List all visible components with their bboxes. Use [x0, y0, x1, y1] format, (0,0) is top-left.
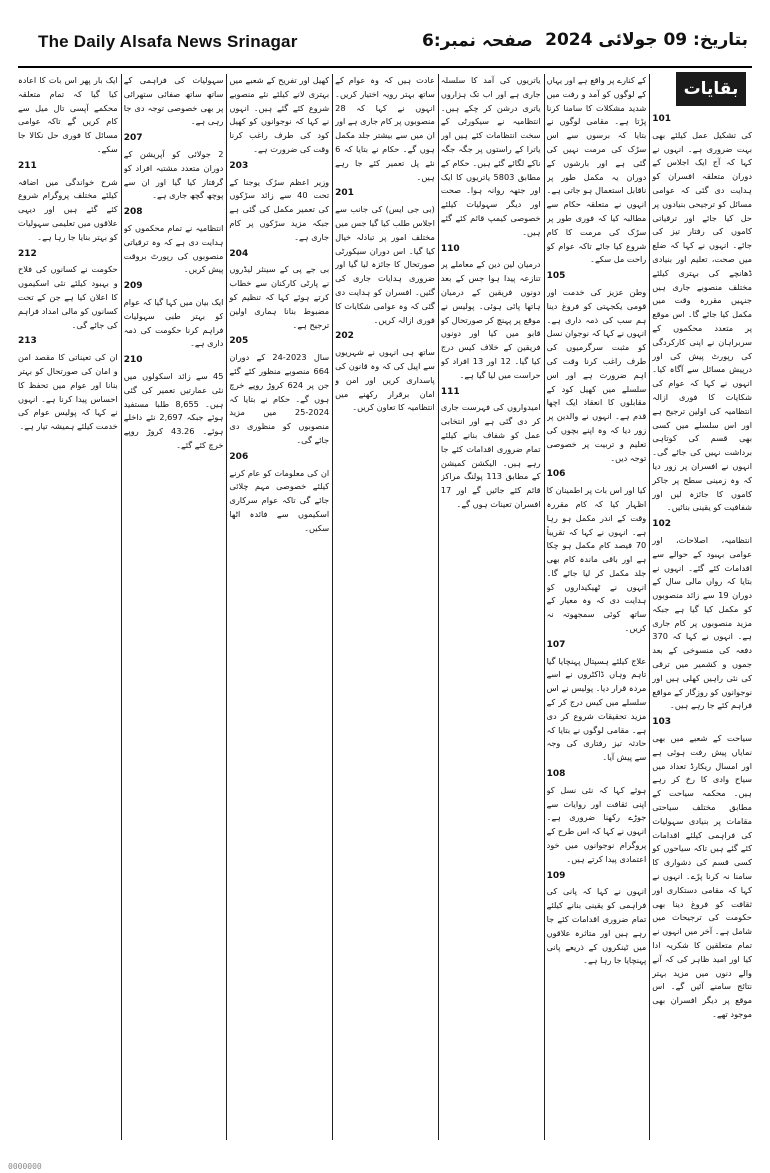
newspaper-page	[18, 22, 752, 1152]
paragraph: عادت ہیں کہ وہ عوام کے ساتھ بہتر رویہ اختیار کریں۔ انہوں نے کہا کہ 28 منصوبوں پر کام جاری ہے اور ان میں سے بیشتر جلد مکمل ہوں گے۔ حکام نے بتایا کہ 6 نئے پل تعمیر کئے جا رہے ہیں۔	[335, 75, 435, 182]
continuation-marker: 101	[652, 114, 672, 124]
continuation-marker: 106	[546, 469, 566, 480]
paragraph: ہوئے کہا کہ نئی نسل کو اپنی ثقافت اور روایات سے جوڑے رکھنا ضروری ہے۔ انہوں نے کہا کہ اس طرح کے پروگرام نوجوانوں میں خود اعتمادی پیدا کرتے ہیں۔	[546, 784, 647, 864]
paragraph: کی تشکیل عمل کیلئے بھی بہت ضروری ہے۔ انہوں نے کہا کہ آج ایک اجلاس کے دوران متعلقہ افسران کو ہدایت دی گئی کہ عوامی مسائل کو ترجیحی بنیادوں پر حل کیا جائے اور ترقیاتی کاموں کی رفتار تیز کی جائے۔ انہوں نے کہا کہ ضلع میں صحت، تعلیم اور بنیادی ڈھانچے کی بہتری کیلئے مختلف منصوبے جاری ہیں جنہیں مقررہ وقت میں مکمل کیا جائے گا۔ اس موقع پر متعدد محکموں کے سربراہان نے اپنی کارکردگی کی رپورٹ پیش کی اور درپیش مسائل سے آگاہ کیا۔ انہوں نے کہا کہ عوام کی شکایات کا فوری ازالہ انتظامیہ کی اولین ترجیح ہے اور اس سلسلے میں کسی بھی قسم کی کوتاہی برداشت نہیں کی جائے گی۔ انہوں نے افسران پر زور دیا کہ وہ زمینی سطح پر جاکر کاموں کا جائزہ لیں اور شفافیت کو یقینی بنائیں۔	[652, 129, 752, 513]
continuation-marker: 213	[18, 336, 37, 347]
continuation-marker: 202	[335, 331, 354, 342]
column-divider	[121, 74, 122, 1140]
continuation-marker: 203	[229, 160, 249, 171]
paragraph: 2 جولائی کو آپریشن کے دوران متعدد مشتبہ افراد کو گرفتار کیا گیا اور ان سے پوچھ گچھ جاری ہے۔	[123, 148, 224, 201]
issue-date: بتاریخ: 09 جولائی 2024	[545, 30, 748, 50]
continuation-marker: 211	[18, 160, 37, 171]
masthead	[18, 22, 752, 68]
continuation-marker: 204	[229, 248, 249, 259]
column-divider	[332, 74, 333, 1140]
paragraph: علاج کیلئے ہسپتال پہنچایا گیا تاہم وہاں ڈاکٹروں نے اسے مردہ قرار دیا۔ پولیس نے اس سلسلے میں کیس درج کر کے مزید تحقیقات شروع کر دی ہے۔ مقامی لوگوں نے بتایا کہ حادثہ تیز رفتاری کی وجہ سے پیش آیا۔	[546, 655, 647, 763]
continuation-marker: 201	[335, 188, 354, 199]
paragraph: کیا اور اس بات پر اطمینان کا اظہار کیا کہ کام مقررہ وقت کے اندر مکمل ہو رہا ہے۔ انہوں نے کہا کہ تقریباً 70 فیصد کام مکمل ہو چکا ہے اور باقی ماندہ کام بھی جلد مکمل کر لیا جائے گا۔ انہوں نے ٹھیکیداروں کو ہدایت دی کہ وہ معیار کے ساتھ کوئی سمجھوتہ نہ کریں۔	[546, 485, 647, 634]
news-column	[124, 74, 224, 1140]
paragraph: شرح خواندگی میں اضافہ کیلئے مختلف پروگرام شروع کئے گئے ہیں اور دیہی علاقوں میں تعلیمی سہولیات کو بہتر بنایا جا رہا ہے۔	[18, 176, 118, 242]
continuation-marker: 206	[229, 451, 249, 462]
page-number: صفحہ نمبر:6	[422, 31, 533, 51]
paragraph: 45 سے زائد اسکولوں میں نئی عمارتیں تعمیر کی گئی ہیں۔ 8,655 طلبا مستفید ہوئے جبکہ 2,697 نئے داخلے ہوئے۔ 43.26 کروڑ روپے خرچ کئے گئے۔	[123, 370, 224, 450]
continuation-marker: 212	[18, 248, 37, 259]
paragraph: ان کی تعیناتی کا مقصد امن و امان کی صورتحال کو بہتر بنانا اور عوام میں تحفظ کا احساس پیدا کرنا ہے۔ انہوں نے کہا کہ پولیس عوام کی خدمت کیلئے ہمیشہ تیار ہے۔	[18, 352, 118, 432]
continuation-marker: 103	[652, 717, 672, 728]
continuation-marker: 102	[652, 519, 672, 530]
continuation-marker: 105	[546, 271, 566, 282]
continuation-marker: 207	[123, 133, 143, 144]
news-column	[18, 74, 118, 1140]
paragraph: بی جے پی کے سینئر لیڈروں نے پارٹی کارکنان سے خطاب کرتے ہوئے کہا کہ تنظیم کو مضبوط بنانا ہماری اولین ترجیح ہے۔	[229, 264, 330, 330]
news-column	[229, 74, 329, 1140]
paragraph: کھیل اور تفریح کے شعبے میں بہتری لانے کیلئے نئے منصوبے شروع کئے گئے ہیں۔ انہوں نے کہا کہ نوجوانوں کو کھیل کود کی طرف راغب کرنا وقت کی ضرورت ہے۔	[229, 75, 330, 154]
continuation-marker: 111	[440, 386, 460, 397]
continuation-marker: 210	[123, 355, 143, 366]
paragraph: امیدواروں کی فہرست جاری کر دی گئی ہے اور انتخابی عمل کو شفاف بنانے کیلئے تمام ضروری اقدامات کئے جا رہے ہیں۔ الیکشن کمیشن کے مطابق 113 پولنگ مراکز قائم کئے جائیں گے اور 17 افسران تعینات ہوں گے۔	[440, 402, 541, 509]
paragraph: سال 2023-24 کے دوران 664 منصوبے منظور کئے گئے جن پر 624 کروڑ روپے خرچ ہوں گے۔ حکام نے بتایا کہ 2024-25 میں مزید منصوبوں کو منظوری دی جائے گی۔	[229, 352, 330, 445]
column-divider	[649, 74, 650, 1140]
paragraph: درمیان لین دین کے معاملے پر تنازعہ پیدا ہوا جس کے بعد دونوں فریقین کے درمیان ہاتھا پائی ہوئی۔ پولیس نے موقع پر پہنچ کر صورتحال کو قابو میں کیا اور دونوں فریقین کے خلاف کیس درج کیا گیا۔ 12 اور 13 افراد کو حراست میں لیا گیا ہے۔	[440, 259, 541, 380]
paragraph: یاتریوں کی آمد کا سلسلہ جاری ہے اور اب تک ہزاروں یاتری درشن کر چکے ہیں۔ انتظامیہ نے سیکورٹی کے سخت انتظامات کئے ہیں اور یاترا کے راستوں پر جگہ جگہ ناکے لگائے گئے ہیں۔ حکام کے مطابق 5803 یاتریوں کا ایک اور جتھہ روانہ ہوا۔ صحت اور دیگر سہولیات کیلئے خصوصی کیمپ قائم کئے گئے ہیں۔	[440, 75, 541, 237]
continuation-marker: 209	[123, 281, 143, 292]
paragraph: وطن عزیز کی خدمت اور قومی یکجہتی کو فروغ دینا ہم سب کی ذمہ داری ہے۔ انہوں نے کہا کہ نوجوان نسل کو مثبت سرگرمیوں کی طرف راغب کرنا وقت کی اہم ضرورت ہے اور اس سلسلے میں کھیل کود کے مقابلوں کا انعقاد ایک اچھا قدم ہے۔ انہوں نے والدین پر زور دیا کہ وہ اپنے بچوں کی تعلیم و تربیت پر خصوصی توجہ دیں۔	[546, 286, 647, 463]
column-divider	[226, 74, 227, 1140]
news-column	[652, 74, 752, 1140]
paragraph: (بی جی ایس) کی جانب سے اجلاس طلب کیا گیا جس میں مختلف امور پر تبادلہ خیال کیا گیا۔ اس دوران سیکورٹی صورتحال کا جائزہ لیا گیا اور ضروری ہدایات جاری کی گئیں۔ افسران کو ہدایت دی گئی کہ وہ عوامی شکایات کا فوری ازالہ کریں۔	[335, 204, 435, 325]
news-column	[547, 74, 647, 1140]
continuation-marker: 107	[546, 639, 566, 650]
continuation-marker: 109	[546, 870, 566, 881]
paragraph: کے کنارے پر واقع ہے اور یہاں کے لوگوں کو آمد و رفت میں شدید مشکلات کا سامنا کرنا پڑتا ہے۔ مقامی لوگوں نے بتایا کہ برسوں سے اس سڑک کی مرمت نہیں کی گئی ہے اور بارشوں کے دوران یہ مکمل طور پر ناقابل استعمال ہو جاتی ہے۔ انہوں نے متعلقہ حکام سے مطالبہ کیا کہ فوری طور پر سڑک کی مرمت کا کام شروع کیا جائے تاکہ عوام کو راحت مل سکے۔	[546, 75, 647, 265]
paragraph: ساتھ ہی انہوں نے شہریوں سے اپیل کی کہ وہ قانون کی پاسداری کریں اور امن و امان برقرار رکھنے میں انتظامیہ کا تعاون کریں۔	[335, 347, 435, 413]
continuation-marker: 108	[546, 769, 566, 780]
news-column	[441, 74, 541, 1140]
paragraph: وزیر اعظم سڑک یوجنا کے تحت 40 سے زائد سڑکوں کی تعمیر مکمل کی گئی ہے جبکہ مزید سڑکوں پر کام جاری ہے۔	[229, 176, 330, 242]
paragraph: ایک بار پھر اس بات کا اعادہ کیا گیا کہ تمام متعلقہ محکمے آپسی تال میل سے کام کریں گے تاکہ عوامی مسائل کا فوری حل نکالا جا سکے۔	[18, 75, 118, 154]
paragraph: سہولیات کی فراہمی کے ساتھ ساتھ صفائی ستھرائی پر بھی خصوصی توجہ دی جا رہی ہے۔	[123, 75, 224, 127]
paragraph: حکومت نے کسانوں کی فلاح و بہبود کیلئے نئی اسکیموں کا اعلان کیا ہے جن کے تحت کسانوں کو مالی امداد فراہم کی جائے گی۔	[18, 264, 118, 330]
continuation-marker: 208	[123, 207, 143, 218]
paragraph: سیاحت کے شعبے میں بھی نمایاں پیش رفت ہوئی ہے اور امسال ریکارڈ تعداد میں سیاح وادی کا رخ کر رہے ہیں۔ محکمہ سیاحت کے مطابق مختلف سیاحتی مقامات پر بنیادی سہولیات کی فراہمی کیلئے اقدامات کئے گئے ہیں تاکہ سیاحوں کو کسی قسم کی دشواری کا سامنا نہ کرنا پڑے۔ انہوں نے کہا کہ مقامی دستکاری اور ثقافت کو فروغ دینا بھی حکومت کی ترجیحات میں شامل ہے۔ آخر میں انہوں نے تمام متعلقین کا شکریہ ادا کیا اور امید ظاہر کی کہ آنے والے دنوں میں مزید بہتر نتائج سامنے آئیں گے۔ اس موقع پر دیگر افسران بھی موجود تھے۔	[652, 733, 752, 1019]
paper-name: The Daily Alsafa News Srinagar	[38, 32, 298, 51]
paragraph: ان کی معلومات کو عام کرنے کیلئے خصوصی مہم چلائی جائے گی تاکہ عوام سرکاری اسکیموں سے فائدہ اٹھا سکیں۔	[229, 467, 330, 533]
paragraph: ایک بیان میں کہا گیا کہ عوام کو بہتر طبی سہولیات فراہم کرنا حکومت کی ذمہ داری ہے۔	[123, 296, 224, 349]
column-divider	[544, 74, 545, 1140]
news-column	[335, 74, 435, 1140]
section-title: بقایات	[676, 72, 746, 106]
column-divider	[438, 74, 439, 1140]
continuation-marker: 205	[229, 336, 249, 347]
footer-code: 0000000	[8, 1162, 42, 1171]
paragraph: انہوں نے کہا کہ پانی کی فراہمی کو یقینی بنانے کیلئے تمام ضروری اقدامات کئے جا رہے ہیں اور متاثرہ علاقوں میں ٹینکروں کے ذریعے پانی پہنچایا جا رہا ہے۔	[546, 886, 647, 966]
paragraph: انتظامیہ نے تمام محکموں کو ہدایت دی ہے کہ وہ ترقیاتی منصوبوں کی رپورٹ بروقت پیش کریں۔	[123, 222, 224, 275]
continuation-marker: 110	[440, 243, 460, 254]
article-columns	[18, 74, 752, 1140]
paragraph: انتظامیہ، اصلاحات، اور عوامی بہبود کے حوالے سے اقدامات کئے گئے۔ انہوں نے بتایا کہ رواں مالی سال کے دوران 19 سے زائد منصوبوں کو مکمل کیا گیا ہے جبکہ مزید منصوبوں پر کام جاری ہے۔ انہوں نے کہا کہ 370 دفعہ کی منسوخی کے بعد جموں و کشمیر میں ترقی کی نئی راہیں کھلی ہیں اور نوجوانوں کو روزگار کے مواقع فراہم کئے جا رہے ہیں۔	[652, 534, 752, 711]
